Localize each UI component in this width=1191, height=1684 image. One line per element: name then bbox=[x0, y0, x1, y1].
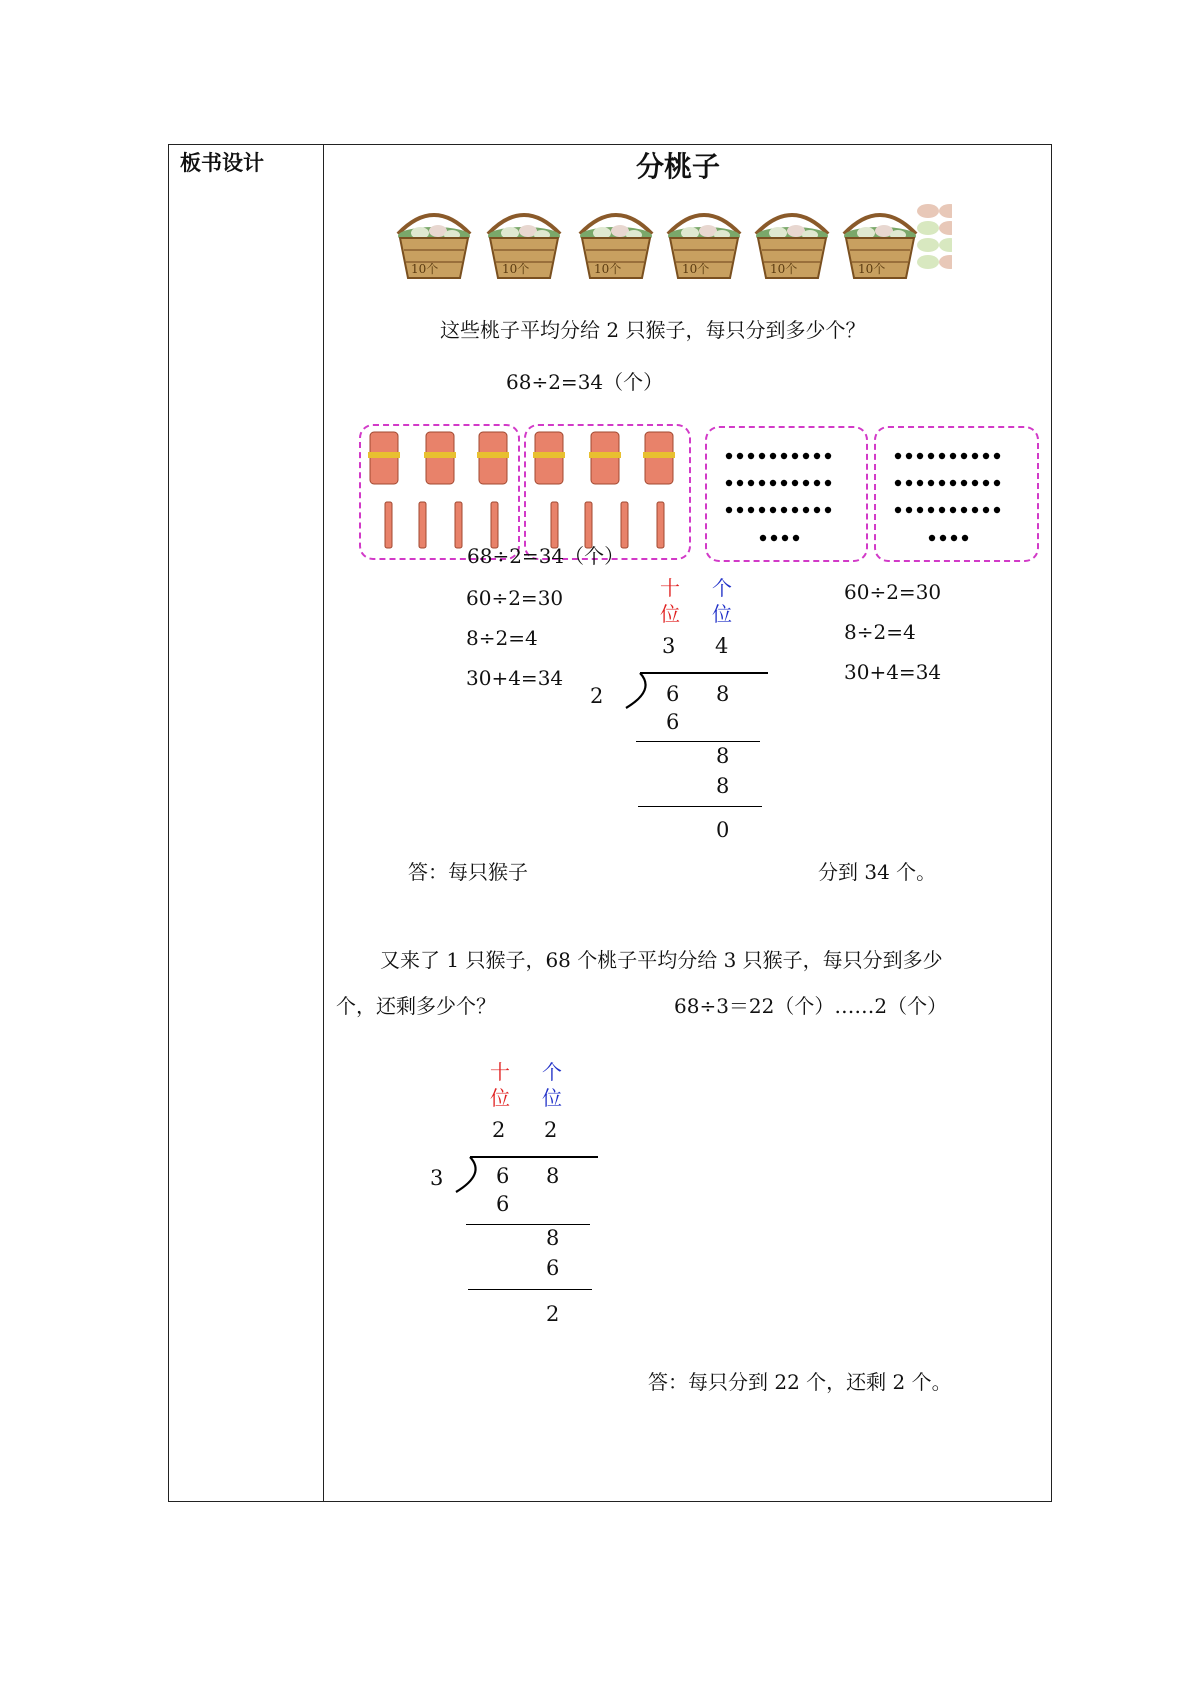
bring-down: 8 bbox=[716, 744, 730, 768]
basket-label: 10个 bbox=[858, 262, 886, 276]
quotient-tens: 2 bbox=[492, 1118, 506, 1142]
left-step-2: 8÷2=4 bbox=[466, 626, 538, 650]
stick-icon bbox=[455, 502, 462, 548]
quotient-ones: 4 bbox=[715, 634, 729, 658]
equation1-repeat: 68÷2=34（个） bbox=[467, 544, 625, 568]
tens-label-1: 十 bbox=[660, 576, 680, 600]
stick-icon bbox=[419, 502, 426, 548]
dots-illustration bbox=[705, 426, 1040, 562]
ten-bundle-icon bbox=[533, 432, 565, 484]
division-line bbox=[466, 1224, 590, 1225]
dot-row bbox=[895, 480, 1000, 486]
problem2-line2: 个，还剩多少个？ bbox=[336, 994, 496, 1018]
divisor: 3 bbox=[430, 1166, 444, 1190]
division-line bbox=[636, 741, 760, 742]
tens-label-1: 十 bbox=[490, 1060, 510, 1084]
ones-label-1: 个 bbox=[542, 1060, 562, 1084]
division-line bbox=[638, 806, 762, 807]
basket-row bbox=[392, 200, 952, 292]
subtract-2: 8 bbox=[716, 774, 730, 798]
basket-label: 10个 bbox=[682, 262, 710, 276]
ten-bundle-icon bbox=[368, 432, 400, 484]
subtract-1: 6 bbox=[666, 710, 680, 734]
subtract-1: 6 bbox=[496, 1192, 510, 1216]
equation1: 68÷2=34（个） bbox=[506, 370, 664, 394]
dot-row bbox=[895, 507, 1000, 513]
left-step-3: 30+4=34 bbox=[466, 666, 564, 690]
bring-down: 8 bbox=[546, 1226, 560, 1250]
basket-label: 10个 bbox=[411, 262, 439, 276]
ones-label-2: 位 bbox=[712, 602, 732, 626]
basket-label: 10个 bbox=[594, 262, 622, 276]
answer1-start: 答：每只猴子 bbox=[408, 860, 528, 884]
division-line bbox=[468, 1289, 592, 1290]
tens-label-2: 位 bbox=[660, 602, 680, 626]
ten-bundle-icon bbox=[643, 432, 675, 484]
dividend-ones: 8 bbox=[716, 682, 730, 706]
problem2-line1: 又来了 1 只猴子，68 个桃子平均分给 3 只猴子，每只分到多少 bbox=[380, 948, 943, 972]
dot-row bbox=[726, 453, 831, 459]
right-step-2: 8÷2=4 bbox=[844, 620, 916, 644]
ten-bundle-icon bbox=[477, 432, 509, 484]
right-step-3: 30+4=34 bbox=[844, 660, 942, 684]
stick-icon bbox=[385, 502, 392, 548]
stick-icon bbox=[657, 502, 664, 548]
page-title: 分桃子 bbox=[636, 150, 721, 183]
dot-row bbox=[726, 480, 831, 486]
right-step-1: 60÷2=30 bbox=[844, 580, 942, 604]
quotient-tens: 3 bbox=[662, 634, 676, 658]
division-bracket bbox=[450, 1156, 600, 1196]
table-frame bbox=[168, 144, 1052, 1502]
left-step-1: 60÷2=30 bbox=[466, 586, 564, 610]
column-divider bbox=[323, 144, 324, 1502]
dot-row bbox=[726, 507, 831, 513]
divisor: 2 bbox=[590, 684, 604, 708]
dividend-ones: 8 bbox=[546, 1164, 560, 1188]
answer1-end: 分到 34 个。 bbox=[818, 860, 937, 884]
loose-peaches-icon bbox=[917, 204, 952, 269]
ones-label-1: 个 bbox=[712, 576, 732, 600]
ten-bundle-icon bbox=[589, 432, 621, 484]
dividend-tens: 6 bbox=[666, 682, 680, 706]
problem1: 这些桃子平均分给 2 只猴子，每只分到多少个？ bbox=[440, 318, 866, 342]
equation2: 68÷3＝22（个）……2（个） bbox=[674, 994, 948, 1018]
dot-row bbox=[760, 535, 799, 541]
division-bracket bbox=[620, 672, 770, 712]
basket-label: 10个 bbox=[770, 262, 798, 276]
baskets-illustration bbox=[392, 200, 952, 292]
ones-label-2: 位 bbox=[542, 1086, 562, 1110]
dot-row bbox=[895, 453, 1000, 459]
remainder: 0 bbox=[716, 818, 730, 842]
tens-label-2: 位 bbox=[490, 1086, 510, 1110]
answer2: 答：每只分到 22 个，还剩 2 个。 bbox=[648, 1370, 952, 1394]
remainder: 2 bbox=[546, 1302, 560, 1326]
left-header: 板书设计 bbox=[180, 151, 264, 175]
ten-bundle-icon bbox=[424, 432, 456, 484]
subtract-2: 6 bbox=[546, 1256, 560, 1280]
dot-row bbox=[929, 535, 968, 541]
dividend-tens: 6 bbox=[496, 1164, 510, 1188]
basket-label: 10个 bbox=[502, 262, 530, 276]
quotient-ones: 2 bbox=[544, 1118, 558, 1142]
